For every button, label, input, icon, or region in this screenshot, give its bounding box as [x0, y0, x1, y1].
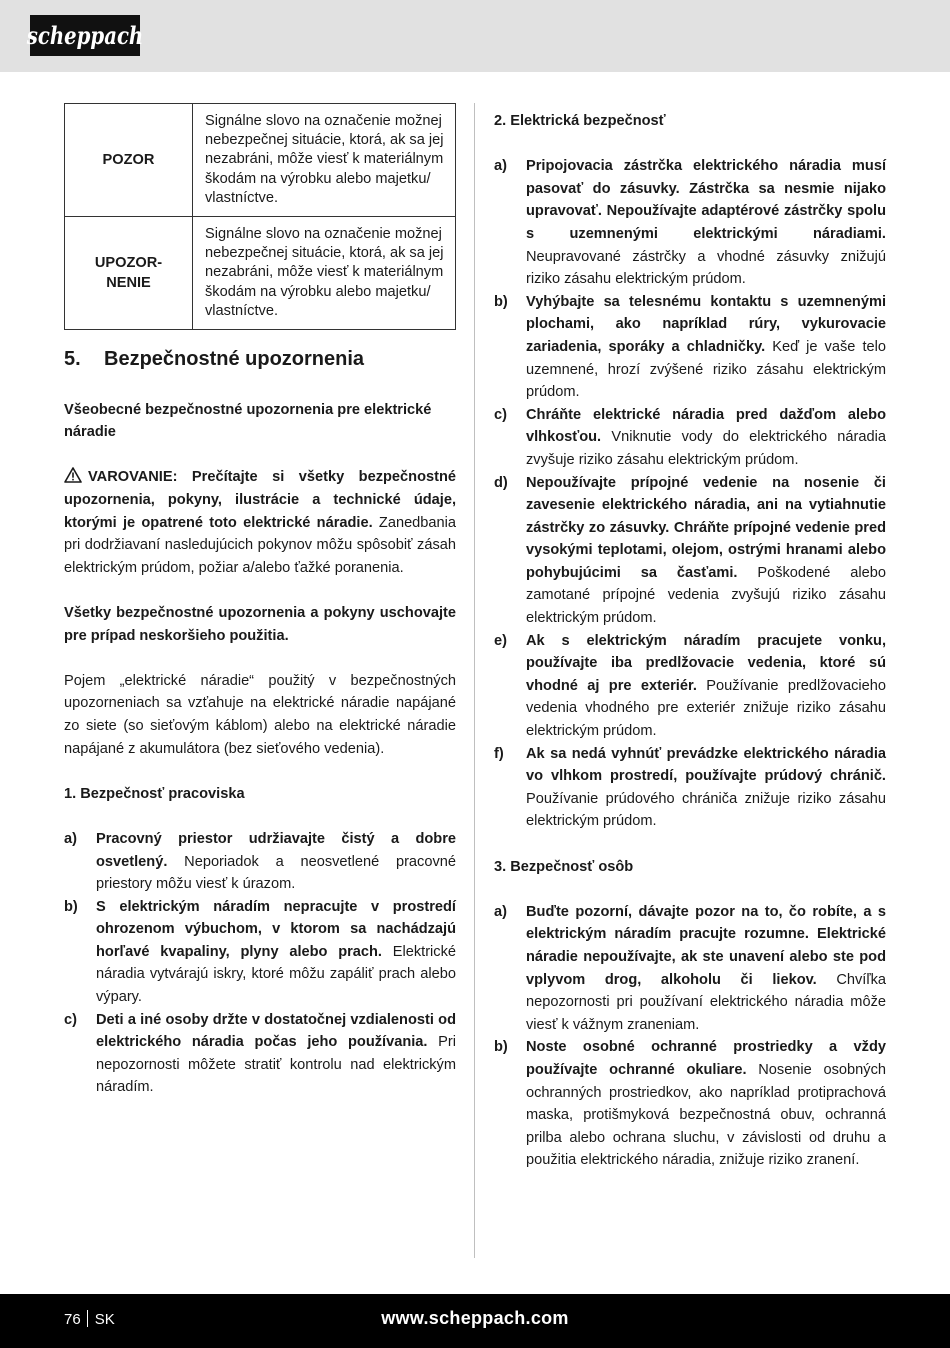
list-item: [494, 1036, 886, 1172]
list-bold: Buďte pozorní, dávajte pozor na to, čo robíte, a s elektrickým náradím pracujte rozumne. Elektrické náradie nepoužívajte, ak ste unavení alebo ste pod vplyvom drog, alkoholu či liekov.: [526, 903, 886, 988]
section-title-text: Bezpečnostné upozornenia: [104, 348, 365, 371]
list-text: Pri nepozornosti môžete stratiť kontrolu nad elektrickým náradím.: [96, 1034, 457, 1096]
warning-paragraph: [64, 466, 456, 579]
page-number: 76: [64, 1311, 81, 1328]
section-title: [64, 346, 456, 372]
list-letter: a): [494, 903, 507, 920]
signal-key-line: UPOZOR-: [94, 255, 163, 272]
left-column: [64, 103, 456, 1099]
list-item: [494, 630, 886, 743]
list-letter: b): [494, 293, 508, 310]
list-bold: Pripojovacia zástrčka elektrického náradia musí pasovať do zásuvky. Zástrčka sa nesmie nijako upravovať. Nepoužívajte adaptérové zástrčky spolu s uzemnenými elektrickými náradiami.: [526, 158, 886, 242]
electrical-heading: 2. Elektrická bezpečnosť: [494, 113, 666, 129]
list-text: Neupravované zástrčky a vhodné zásuvky znižujú riziko zásahu elektrickým prúdom.: [526, 248, 886, 288]
list-item: [494, 472, 886, 630]
list-text: Keď je vaše telo uzemnené, hrozí zvýšené riziko zásahu elektrickým prúdom.: [526, 338, 886, 401]
section-subtitle: Všeobecné bezpečnostné upozornenia pre elektrické náradie: [64, 401, 432, 441]
list-bold: Ak s elektrickým náradím pracujete vonku, používajte iba predlžovacie vedenia, ktoré sú vhodné aj pre exteriér.: [526, 632, 886, 694]
list-text: Používanie predlžovacieho vedenia vhodného pre exteriér znižuje riziko zásahu elektrickým prúdom.: [526, 677, 886, 740]
signal-key: POZOR: [65, 104, 193, 217]
list-bold: Pracovný priestor udržiavajte čistý a dobre osvetlený.: [96, 830, 456, 870]
section-number: 5.: [64, 348, 81, 371]
list-text: Nosenie osobných ochranných prostriedkov, ako napríklad protiprachová maska, protišmyková bezpečnostná obuv, ochranná prilba alebo ochrana sluchu, v závislosti od druhu a použitia elektrického náradia, znižuje riziko zranení.: [526, 1061, 886, 1169]
list-item: [494, 291, 886, 404]
list-text: Chvíľka nepozornosti pri používaní elektrického náradia môže viesť k vážnym zraneniam.: [526, 971, 887, 1033]
list-bold: Ak sa nedá vyhnúť prevádzke elektrického náradia vo vlhkom prostredí, používajte prúdový chránič.: [526, 745, 886, 785]
list-bold: Chráňte elektrické náradia pred dažďom alebo vlhkosťou.: [526, 406, 886, 446]
list-bold: Deti a iné osoby držte v dostatočnej vzdialenosti od elektrického náradia počas jeho používania.: [96, 1011, 456, 1051]
term-paragraph: Pojem „elektrické náradie“ použitý v bezpečnostných upozorneniach sa vzťahuje na elektrické náradie napájané zo siete (so sieťovým káblom) alebo na elektrické náradie napájané z akumulátora (bez sieťového vedenia).: [64, 672, 456, 757]
list-item: [64, 896, 456, 1009]
list-item: [494, 404, 886, 472]
list-text: Elektrické náradia vytvárajú iskry, ktoré môžu zapáliť prach alebo výpary.: [96, 943, 457, 1006]
list-letter: f): [494, 745, 504, 762]
signal-word-table: [64, 103, 456, 330]
list-bold: Vyhýbajte sa telesnému kontaktu s uzemnenými plochami, ako napríklad rúry, vykurovacie zariadenia, sporáky a chladničky.: [526, 293, 886, 355]
list-item: [494, 743, 886, 833]
list-item: [494, 901, 886, 1037]
column-divider: [474, 103, 475, 1258]
signal-key: [65, 217, 193, 330]
list-bold: S elektrickým náradím nepracujte v prostredí ohrozenom výbuchom, v ktorom sa nachádzajú horľavé kvapaliny, plyny alebo prach.: [96, 898, 456, 960]
list-letter: c): [64, 1011, 77, 1028]
list-letter: a): [64, 830, 77, 847]
list-item: [64, 828, 456, 896]
right-column: [494, 110, 886, 1172]
scheppach-logo: [26, 15, 144, 56]
list-letter: c): [494, 406, 507, 423]
list-bold: Noste osobné ochranné prostriedky a vždy používajte ochranné okuliare.: [526, 1039, 886, 1078]
signal-text: Signálne slovo na označenie možnej nebezpečnej situácie, ktorá, ak sa jej nezabráni, môže viesť k materiálnym škodám na výrobku alebo majetku/ vlastníctve.: [193, 104, 456, 217]
warning-text: Zanedbania pri dodržiavaní nasledujúcich pokynov môžu spôsobiť zásah elektrickým prúdom, požiar a/alebo ťažké poranenia.: [64, 514, 457, 576]
list-letter: a): [494, 158, 507, 175]
list-letter: b): [64, 898, 78, 915]
list-text: Vniknutie vody do elektrického náradia zvyšuje riziko zásahu elektrickým prúdom.: [526, 429, 886, 468]
signal-key-line: NENIE: [106, 275, 151, 292]
warning-triangle-icon: [64, 467, 82, 483]
keep-notice: Všetky bezpečnostné upozornenia a pokyny uschovajte pre prípad neskoršieho použitia.: [64, 604, 456, 644]
language-code: SK: [94, 1311, 115, 1328]
list-text: Poškodené alebo zamotané prípojné vedenia zvyšujú riziko zásahu elektrickým prúdom.: [526, 564, 886, 627]
list-text: Neporiadok a neosvetlené pracovné priestory môžu viesť k úrazom.: [96, 853, 456, 893]
list-letter: b): [494, 1039, 508, 1056]
footer-bar: [0, 1294, 950, 1348]
list-item: [494, 155, 886, 291]
website-link[interactable]: www.scheppach.com: [381, 1308, 569, 1328]
workplace-heading: 1. Bezpečnosť pracoviska: [64, 785, 245, 802]
list-bold: Nepoužívajte prípojné vedenie na nosenie či zavesenie elektrického náradia, ani na vytiahnutie zástrčky zo zásuvky. Chráňte prípojné vedenie pred vysokými teplotami, olejom, ostrými hranami alebo pohybujúcimi sa časťami.: [526, 474, 886, 581]
header-bar: [0, 0, 950, 72]
warning-bold: VAROVANIE: Prečítajte si všetky bezpečnostné upozornenia, pokyny, ilustrácie a technické údaje, ktorými je opatrené toto elektrické náradie.: [64, 469, 456, 531]
list-item: [64, 1009, 456, 1099]
list-letter: e): [494, 632, 507, 649]
table-row: [65, 217, 456, 330]
logo-text: scheppach: [26, 21, 144, 50]
personal-heading: 3. Bezpečnosť osôb: [494, 858, 634, 875]
signal-text: Signálne slovo na označenie možnej nebezpečnej situácie, ktorá, ak sa jej nezabráni, môže viesť k materiálnym škodám na výrobku alebo majetku/ vlastníctve.: [193, 217, 456, 330]
table-row: [65, 104, 456, 217]
list-letter: d): [494, 474, 508, 491]
list-text: Používanie prúdového chrániča znižuje riziko zásahu elektrickým prúdom.: [526, 790, 886, 830]
